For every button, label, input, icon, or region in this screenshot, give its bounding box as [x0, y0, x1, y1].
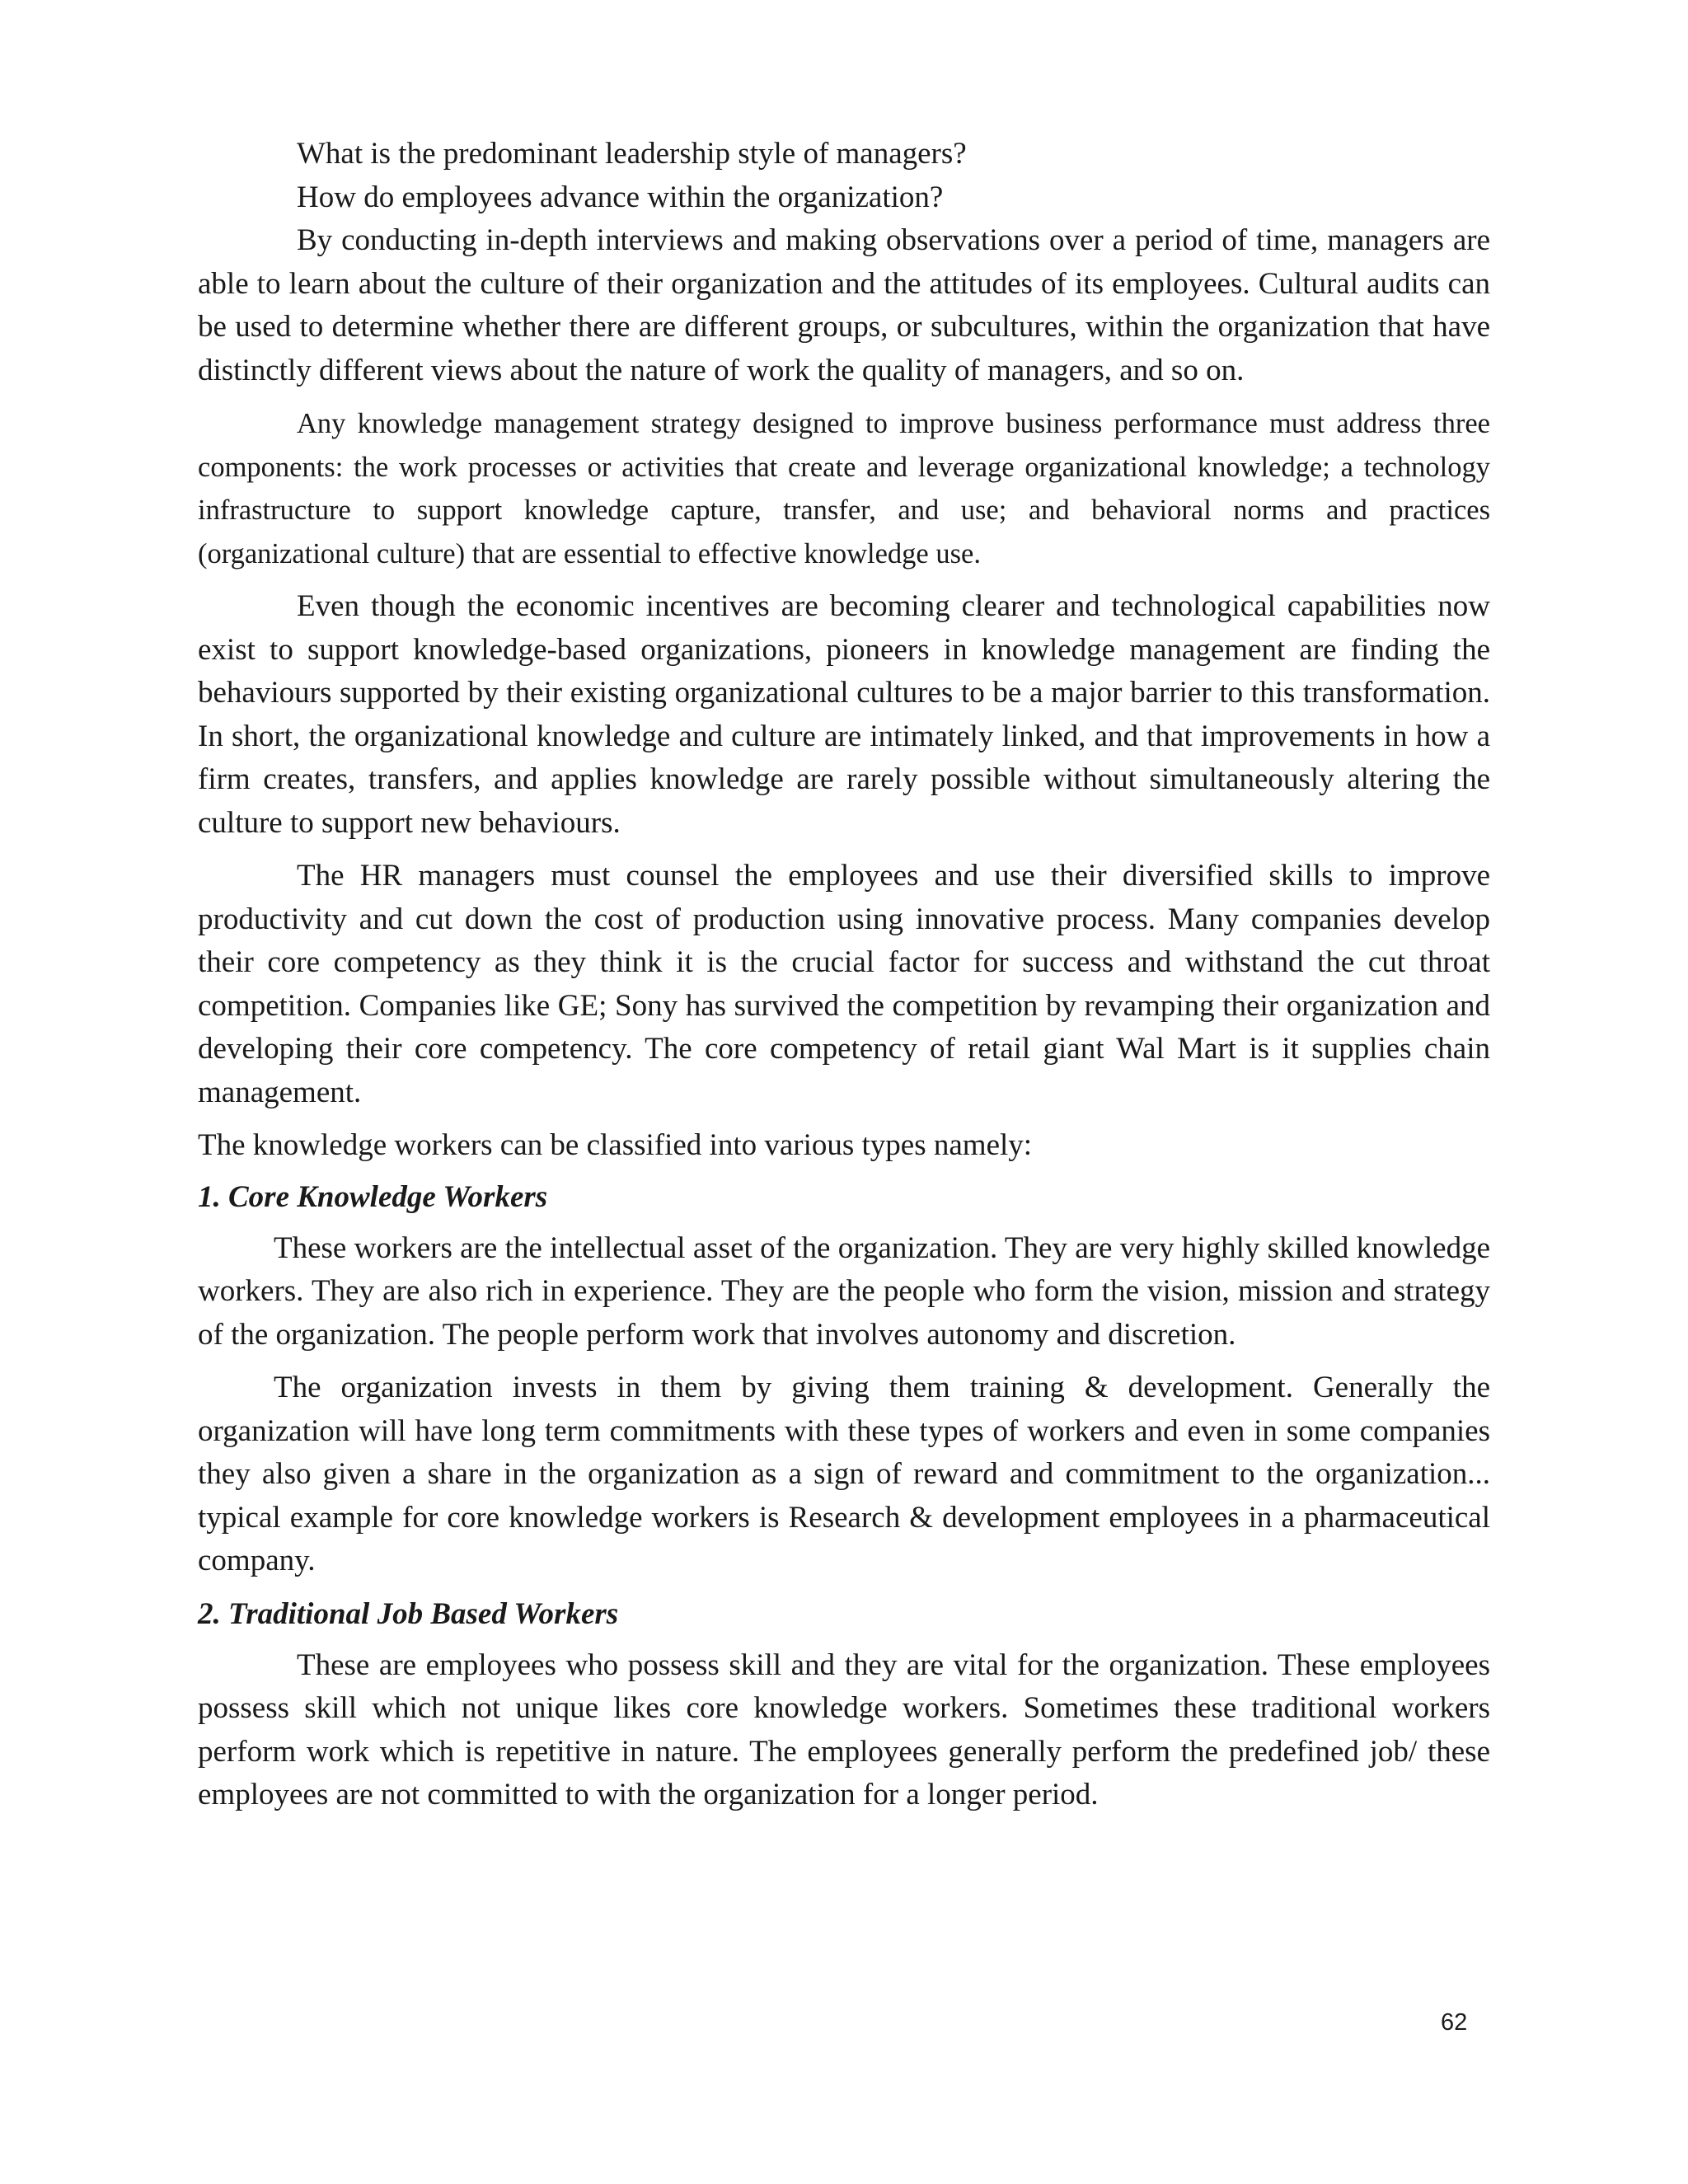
paragraph-economic-incentives: Even though the economic incentives are becoming clearer and technological capabilities now exist to support knowledge-based organizations, pioneers in knowledge management are finding the behaviours supported by their existing organizational cultures to be a major barrier to this transformation. In short, the organizational knowledge and culture are intimately linked, and that improvements in how a firm creates, transfers, and applies knowledge are rarely possible without simultaneously altering the culture to support new behaviours. — [198, 589, 1490, 840]
paragraph-core-workers-investment: The organization invests in them by giving them training & development. Generally the organization will have long term commitments with these types of workers and even in some companies they also given a share in the organization as a sign of reward and commitment to the organization... typical example for core knowledge workers is Research & development employees in a pharmaceutical company. — [198, 1371, 1490, 1577]
question-employee-advancement: How do employees advance within the organization? — [297, 180, 944, 214]
paragraph-km-strategy: Any knowledge management strategy designed to improve business performance must address three components: the work processes or activities that create and leverage organizational knowledge; a technology infrastructure to support knowledge capture, transfer, and use; and behavioral norms and practices (organizational culture) that are essential to effective knowledge use. — [198, 408, 1490, 569]
paragraph-cultural-audits: By conducting in-depth interviews and making observations over a period of time, managers are able to learn about the culture of their organization and the attitudes of its employees. Cultural audits can be used to determine whether there are different groups, or subcultures, within the organization that have distinctly different views about the nature of work the quality of managers, and so on. — [198, 223, 1490, 387]
question-leadership-style: What is the predominant leadership style of managers? — [297, 137, 967, 171]
paragraph-core-workers-description: These workers are the intellectual asset of the organization. They are very highly skilled knowledge workers. They are also rich in experience. They are the people who form the vision, mission and strategy of the organization. The people perform work that involves autonomy and discretion. — [198, 1230, 1490, 1352]
heading-traditional-job-workers: 2. Traditional Job Based Workers — [198, 1596, 619, 1631]
heading-core-knowledge-workers: 1. Core Knowledge Workers — [198, 1179, 548, 1214]
paragraph-hr-managers: The HR managers must counsel the employees and use their diversified skills to improve productivity and cut down the cost of production using innovative process. Many companies develop their core competency as they think it is the crucial factor for success and withstand the cut throat competition. Companies like GE; Sony has survived the competition by revamping their organization and developing their core competency. The core competency of retail giant Wal Mart is it supplies chain management. — [198, 859, 1490, 1109]
paragraph-worker-types-intro: The knowledge workers can be classified into various types namely: — [198, 1128, 1033, 1162]
page-number: 62 — [1441, 2009, 1468, 2036]
page-body — [198, 132, 1490, 1827]
paragraph-traditional-workers-description: These are employees who possess skill and they are vital for the organization. These employees possess skill which not unique likes core knowledge workers. Sometimes these traditional workers perform work which is repetitive in nature. The employees generally perform the predefined job/ these employees are not committed to with the organization for a longer period. — [198, 1647, 1490, 1811]
